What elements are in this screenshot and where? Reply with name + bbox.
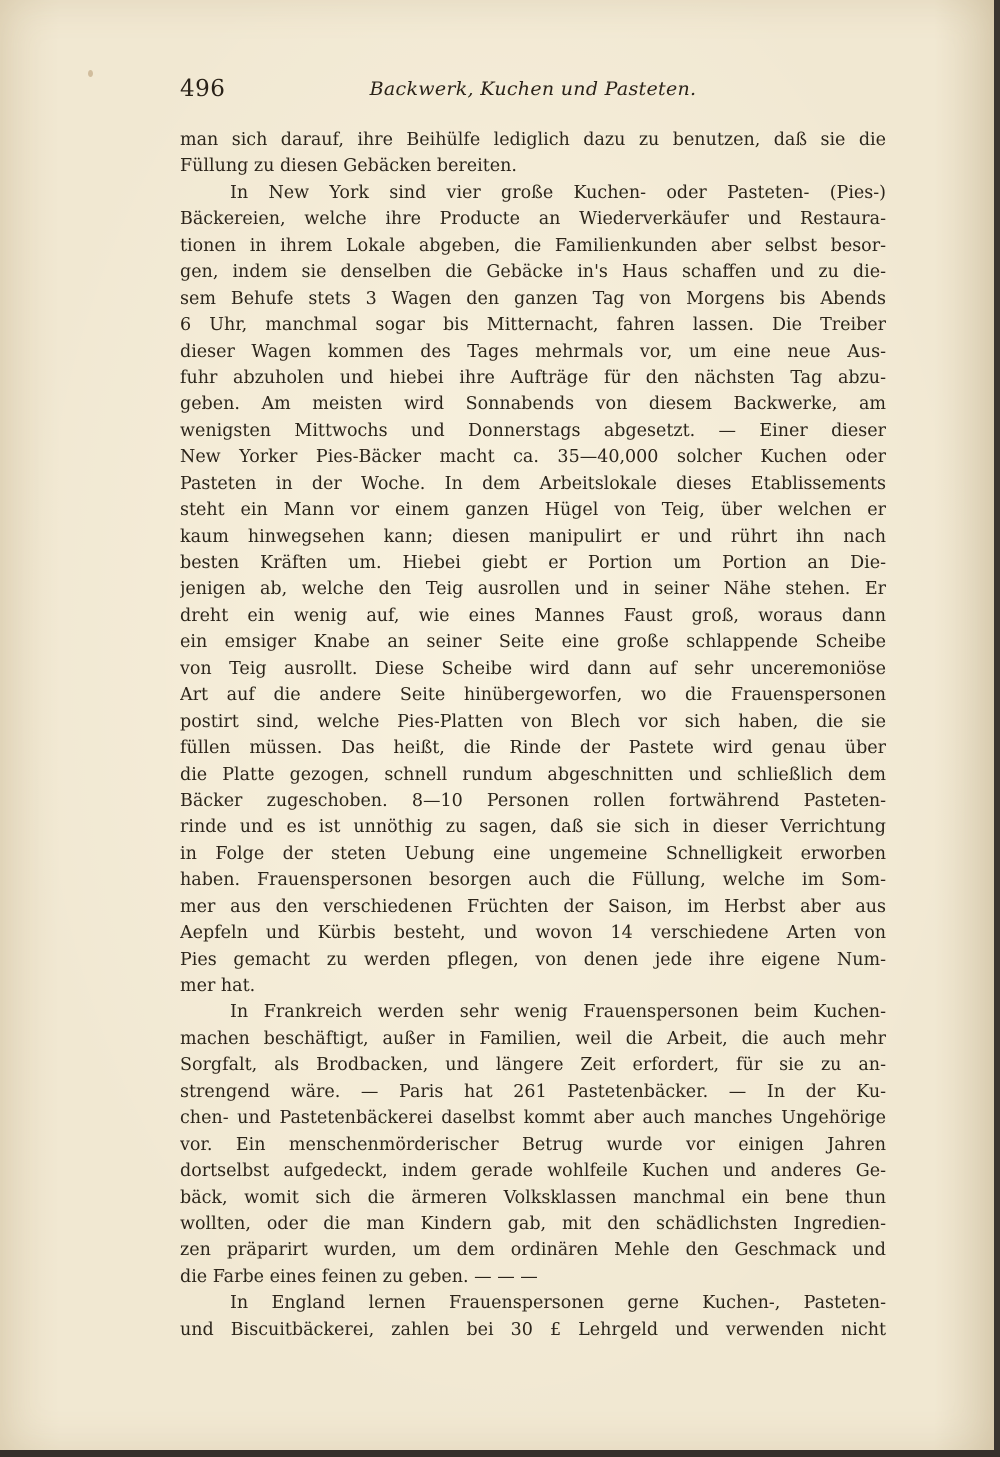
text-line: dortselbst aufgedeckt, indem gerade wohlfeile Kuchen und anderes Ge-: [180, 1161, 886, 1182]
text-line: geben. Am meisten wird Sonnabends von diesem Backwerke, am: [180, 394, 886, 415]
text-line: jenigen ab, welche den Teig ausrollen und in seiner Nähe stehen. Er: [180, 579, 886, 600]
text-line: gen, indem sie denselben die Gebäcke in's Haus schaffen und zu die-: [180, 262, 886, 283]
text-line: wollten, oder die man Kindern gab, mit den schädlichsten Ingredien-: [180, 1213, 886, 1234]
text-line: Aepfeln und Kürbis besteht, und wovon 14 verschiedene Arten von: [180, 923, 886, 944]
text-line: kaum hinwegsehen kann; diesen manipulirt er und rührt ihn nach: [180, 526, 886, 547]
text-line: steht ein Mann vor einem ganzen Hügel von Teig, über welchen er: [180, 500, 886, 521]
text-line: von Teig ausrollt. Diese Scheibe wird dann auf sehr unceremoniöse: [180, 658, 886, 679]
text-line: vor. Ein menschenmörderischer Betrug wurde vor einigen Jahren: [180, 1134, 886, 1155]
text-line: machen beschäftigt, außer in Familien, weil die Arbeit, die auch mehr: [180, 1028, 886, 1049]
text-line: und Biscuitbäckerei, zahlen bei 30 £ Lehrgeld und verwenden nicht: [180, 1319, 886, 1340]
text-line: Pies gemacht zu werden pflegen, von denen jede ihre eigene Num-: [180, 949, 886, 970]
text-line: fuhr abzuholen und hiebei ihre Aufträge für den nächsten Tag abzu-: [180, 367, 886, 388]
running-title: Backwerk, Kuchen und Pasteten.: [369, 78, 697, 100]
text-line: sem Behufe stets 3 Wagen den ganzen Tag von Morgens bis Abends: [180, 288, 886, 309]
text-line: New Yorker Pies-Bäcker macht ca. 35—40,000 solcher Kuchen oder: [180, 447, 886, 468]
text-line: dreht ein wenig auf, wie eines Mannes Faust groß, woraus dann: [180, 605, 886, 626]
text-line: man sich darauf, ihre Beihülfe lediglich dazu zu benutzen, daß sie die: [180, 130, 886, 150]
text-line: mer aus den verschiedenen Früchten der Saison, im Herbst aber aus: [180, 896, 886, 917]
text-line: füllen müssen. Das heißt, die Rinde der Pastete wird genau über: [180, 738, 886, 759]
text-line: strengend wäre. — Paris hat 261 Pastetenbäcker. — In der Ku-: [180, 1081, 886, 1102]
text-line: die Platte gezogen, schnell rundum abgeschnitten und schließlich dem: [180, 764, 886, 785]
text-line: Füllung zu diesen Gebäcken bereiten.: [180, 156, 517, 177]
text-line: besten Kräften um. Hiebei giebt er Portion um Portion an Die-: [180, 553, 886, 573]
scan-edge-bottom: [0, 1450, 1000, 1457]
text-line: Sorgfalt, als Brodbacken, und längere Zeit erfordert, für sie zu an-: [180, 1055, 886, 1076]
text-line: tionen in ihrem Lokale abgeben, die Familienkunden aber selbst besor-: [180, 235, 886, 256]
paper-stain: [88, 70, 93, 77]
text-line: rinde und es ist unnöthig zu sagen, daß sie sich in dieser Verrichtung: [180, 817, 886, 838]
text-line: die Farbe eines feinen zu geben. — — —: [180, 1266, 538, 1287]
text-line: zen präparirt wurden, um dem ordinären Mehle den Geschmack und: [180, 1240, 886, 1261]
text-line: bäck, womit sich die ärmeren Volksklassen manchmal ein bene thun: [180, 1187, 886, 1208]
text-line: postirt sind, welche Pies-Platten von Blech vor sich haben, die sie: [180, 711, 886, 732]
text-line: in Folge der steten Uebung eine ungemeine Schnelligkeit erworben: [180, 843, 886, 864]
text-line: Pasteten in der Woche. In dem Arbeitslokale dieses Etablissements: [180, 473, 886, 494]
body-text: [180, 127, 886, 1343]
page-header: [180, 74, 886, 108]
page-number: 496: [180, 76, 226, 102]
text-line: wenigsten Mittwochs und Donnerstags abgesetzt. — Einer dieser: [180, 420, 886, 441]
text-line: In New York sind vier große Kuchen- oder Pasteten- (Pies-): [230, 182, 886, 203]
text-line: 6 Uhr, manchmal sogar bis Mitternacht, fahren lassen. Die Treiber: [180, 315, 886, 336]
text-line: Art auf die andere Seite hinübergeworfen, wo die Frauenspersonen: [180, 685, 886, 706]
text-line: chen- und Pastetenbäckerei daselbst kommt aber auch manches Ungehörige: [180, 1108, 886, 1129]
text-line: In England lernen Frauenspersonen gerne Kuchen-, Pasteten-: [230, 1293, 886, 1314]
scan-edge-right: [994, 0, 1000, 1457]
text-line: dieser Wagen kommen des Tages mehrmals vor, um eine neue Aus-: [180, 341, 886, 362]
text-line: mer hat.: [180, 976, 256, 996]
text-line: ein emsiger Knabe an seiner Seite eine große schlappende Scheibe: [180, 632, 886, 653]
text-line: Bäcker zugeschoben. 8—10 Personen rollen fortwährend Pasteten-: [180, 790, 886, 811]
text-line: haben. Frauenspersonen besorgen auch die Füllung, welche im Som-: [180, 870, 886, 891]
text-line: Bäckereien, welche ihre Producte an Wiederverkäufer und Restaura-: [180, 209, 886, 230]
text-line: In Frankreich werden sehr wenig Frauenspersonen beim Kuchen-: [230, 1002, 886, 1023]
